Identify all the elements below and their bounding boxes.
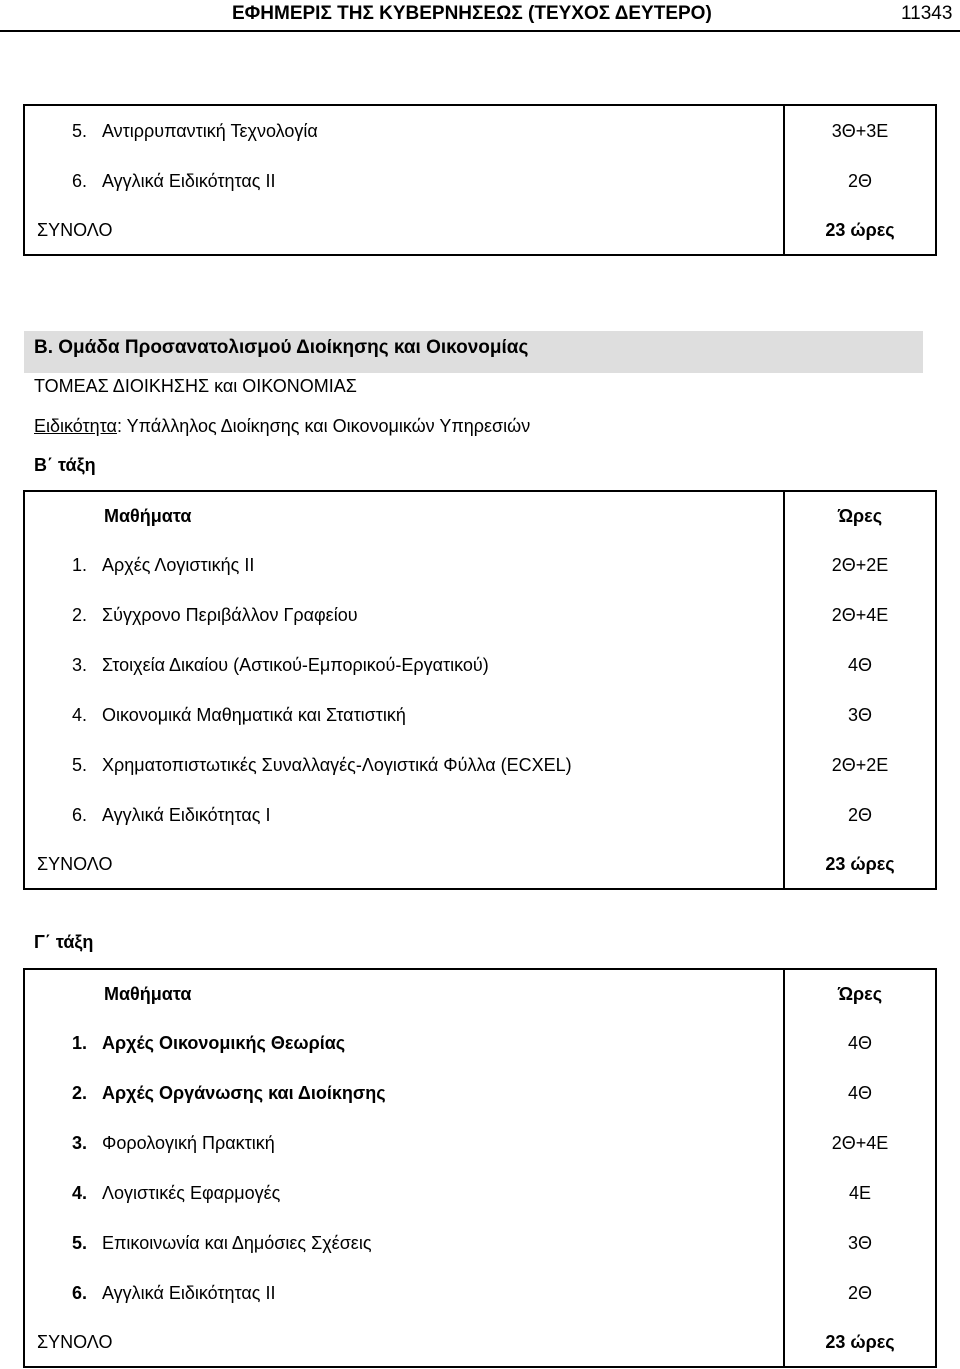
row-number: 4. <box>71 1182 87 1203</box>
total-row <box>24 840 936 889</box>
subject-hours: 2Θ+2Ε <box>831 554 889 575</box>
page-header <box>0 0 960 32</box>
row-number: 4. <box>71 704 87 725</box>
subject-hours: 3Θ <box>847 704 872 725</box>
column-header-hours: Ώρες <box>837 505 883 526</box>
sector-title: ΤΟΜΕΑΣ ΔΙΟΙΚΗΣΗΣ και ΟΙΚΟΝΟΜΙΑΣ <box>34 376 357 396</box>
subject-name: Αγγλικά Ειδικότητας Ι <box>102 790 784 840</box>
subject-name: Αγγλικά Ειδικότητας ΙΙ <box>102 156 784 206</box>
table-row <box>24 690 936 740</box>
table-row <box>24 1218 936 1268</box>
row-number: 1. <box>71 1032 87 1053</box>
total-value: 23 ώρες <box>825 853 895 874</box>
subject-hours: 2Θ+4Ε <box>831 604 889 625</box>
total-label: ΣΥΝΟΛΟ <box>24 1318 784 1367</box>
specialty-label: Ειδικότητα <box>34 416 117 436</box>
total-label: ΣΥΝΟΛΟ <box>24 206 784 255</box>
subject-hours: 2Θ+4Ε <box>831 1132 889 1153</box>
row-number: 3. <box>71 1132 87 1153</box>
column-header-subjects: Μαθήματα <box>102 969 784 1018</box>
subject-hours: 4Ε <box>848 1182 872 1203</box>
subject-name: Οικονομικά Μαθηματικά και Στατιστική <box>102 690 784 740</box>
subject-name: Αρχές Οικονομικής Θεωρίας <box>102 1018 784 1068</box>
subject-name: Σύγχρονο Περιβάλλον Γραφείου <box>102 590 784 640</box>
subject-name: Λογιστικές Εφαρμογές <box>102 1168 784 1218</box>
subject-hours: 3Θ <box>847 1232 872 1253</box>
subject-name: Αγγλικά Ειδικότητας ΙΙ <box>102 1268 784 1318</box>
row-number: 3. <box>71 654 87 675</box>
subject-hours: 2Θ <box>847 804 872 825</box>
section-heading <box>24 331 923 373</box>
row-number: 6. <box>71 804 87 825</box>
subject-hours: 2Θ <box>847 1282 872 1303</box>
section-heading-text: Β. Ομάδα Προσανατολισμού Διοίκησης και Οικονομίας <box>34 337 529 358</box>
subject-hours: 4Θ <box>847 1032 872 1053</box>
row-number: 6. <box>71 170 87 191</box>
specialty-line <box>34 416 530 437</box>
row-number: 1. <box>71 554 87 575</box>
table-row <box>24 740 936 790</box>
table-header-row <box>24 969 936 1018</box>
class-c-title: Γ΄ τάξη <box>34 932 94 952</box>
total-value: 23 ώρες <box>825 1331 895 1352</box>
class-c-table <box>23 968 937 1368</box>
subject-name: Φορολογική Πρακτική <box>102 1118 784 1168</box>
table-row <box>24 1118 936 1168</box>
total-row <box>24 1318 936 1367</box>
column-header-subjects: Μαθήματα <box>102 491 784 540</box>
row-number: 5. <box>71 1232 87 1253</box>
table-row <box>24 105 936 156</box>
row-number: 5. <box>71 120 87 141</box>
subject-hours: 3Θ+3Ε <box>831 120 889 141</box>
class-b-table <box>23 490 937 890</box>
table-row <box>24 540 936 590</box>
table-row <box>24 590 936 640</box>
subject-name: Αντιρρυπαντική Τεχνολογία <box>102 105 784 156</box>
subject-name: Αρχές Λογιστικής ΙΙ <box>102 540 784 590</box>
total-row <box>24 206 936 255</box>
table-row <box>24 1018 936 1068</box>
specialty-value: : Υπάλληλος Διοίκησης και Οικονομικών Υπηρεσιών <box>116 416 531 436</box>
table-row <box>24 790 936 840</box>
curriculum-table-continued <box>23 104 937 256</box>
row-number: 2. <box>71 1082 87 1103</box>
row-number: 6. <box>71 1282 87 1303</box>
subject-hours: 4Θ <box>847 654 872 675</box>
table-row <box>24 640 936 690</box>
table-row <box>24 1068 936 1118</box>
column-header-hours: Ώρες <box>837 983 883 1004</box>
total-label: ΣΥΝΟΛΟ <box>24 840 784 889</box>
table-row <box>24 1168 936 1218</box>
table-header-row <box>24 491 936 540</box>
total-value: 23 ώρες <box>825 219 895 240</box>
page-number: 11343 <box>901 3 953 24</box>
subject-hours: 4Θ <box>847 1082 872 1103</box>
subject-hours: 2Θ+2Ε <box>831 754 889 775</box>
row-number: 5. <box>71 754 87 775</box>
subject-name: Χρηματοπιστωτικές Συναλλαγές-Λογιστικά Φύλλα (ECXEL) <box>102 740 784 790</box>
subject-hours: 2Θ <box>847 170 872 191</box>
subject-name: Επικοινωνία και Δημόσιες Σχέσεις <box>102 1218 784 1268</box>
gazette-title: ΕΦΗΜΕΡΙΣ ΤΗΣ ΚΥΒΕΡΝΗΣΕΩΣ (ΤΕΥΧΟΣ ΔΕΥΤΕΡΟ) <box>232 3 712 24</box>
table-row <box>24 1268 936 1318</box>
class-b-title: Β΄ τάξη <box>34 455 96 475</box>
row-number: 2. <box>71 604 87 625</box>
table-row <box>24 156 936 206</box>
subject-name: Στοιχεία Δικαίου (Αστικού-Εμπορικού-Εργατικού) <box>102 640 784 690</box>
subject-name: Αρχές Οργάνωσης και Διοίκησης <box>102 1068 784 1118</box>
